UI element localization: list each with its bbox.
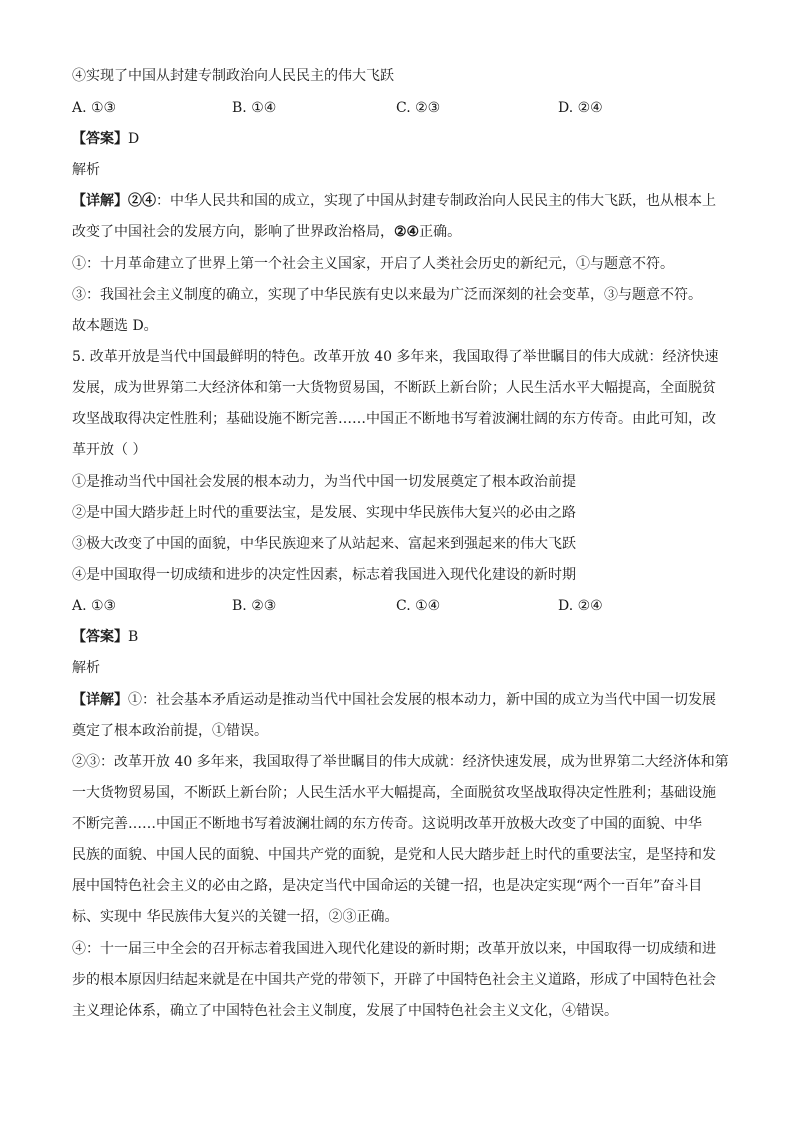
q4-conclusion: 故本题选 D。 (72, 318, 158, 334)
q4-note-3: ③：我国社会主义制度的确立，实现了中华民族有史以来最为广泛而深刻的社会变革，③与题意不符。 (72, 287, 702, 303)
q5-detail-line-2: 奠定了根本政治前提，①错误。 (72, 723, 268, 739)
q5-statement-3: ③极大改变了中国的面貌，中华民族迎来了从站起来、富起来到强起来的伟大飞跃 (72, 536, 576, 552)
q5-option-c: C. ①④ (396, 598, 441, 614)
q5-stem-line: 5. 改革开放是当代中国最鲜明的特色。改革开放 40 多年来，我国取得了举世瞩目的伟大成就：经济快速 (72, 349, 719, 365)
q5-option-a: A. ①③ (72, 598, 117, 614)
q5-statement-2: ②是中国大踏步赶上时代的重要法宝，是发展、实现中华民族伟大复兴的必由之路 (72, 505, 576, 521)
detail-tag: 【详解】 (72, 193, 128, 209)
q4-detail-line-2 (72, 222, 732, 242)
q4-analysis-label: 解析 (72, 162, 100, 178)
q4-option-b: B. ①④ (232, 100, 277, 116)
answer-value: D (128, 131, 140, 147)
q5-para4-line: ④：十一届三中全会的召开标志着我国进入现代化建设的新时期；改革开放以来，中国取得一切成绩和进 (72, 941, 716, 957)
q4-option-a: A. ①③ (72, 100, 117, 116)
q4-option-d: D. ②④ (558, 100, 603, 116)
detail-tag: 【详解】 (72, 692, 128, 708)
q4-note-1: ①：十月革命建立了世界上第一个社会主义国家，开启了人类社会历史的新纪元，①与题意不符。 (72, 256, 674, 272)
q5-option-d: D. ②④ (558, 598, 603, 614)
detail-text: 改变了中国社会的发展方向，影响了世界政治格局， (72, 224, 394, 240)
q5-stem-line: 发展，成为世界第二大经济体和第一大货物贸易国，不断跃上新台阶；人民生活水平大幅提高，全面脱贫 (72, 380, 716, 396)
q5-para23-line: 民族的面貌、中国人民的面貌、中国共产党的面貌，是党和人民大踏步赶上时代的重要法宝，是坚持和发 (72, 847, 716, 863)
answer-tag: 【答案】 (72, 629, 128, 645)
q5-stem-line: 攻坚战取得决定性胜利；基础设施不断完善……中国正不断地书写着波澜壮阔的东方传奇。由此可知，改 (72, 411, 716, 427)
q5-para23-line: ②③：改革开放 40 多年来，我国取得了举世瞩目的伟大成就：经济快速发展，成为世界第二大经济体和第 (72, 754, 729, 770)
detail-text: ：中华人民共和国的成立，实现了中国从封建专制政治向人民民主的伟大飞跃，也从根本上 (156, 193, 716, 209)
answer-tag: 【答案】 (72, 131, 128, 147)
q4-detail-line-1 (72, 191, 732, 211)
answer-value: B (128, 629, 139, 645)
detail-emphasis: ②④ (128, 193, 156, 209)
q5-answer (72, 627, 732, 647)
q4-answer (72, 129, 732, 149)
q5-statement-4: ④是中国取得一切成绩和进步的决定性因素，标志着我国进入现代化建设的新时期 (72, 567, 576, 583)
detail-text: ①：社会基本矛盾运动是推动当代中国社会发展的根本动力，新中国的成立为当代中国一切发展 (128, 692, 716, 708)
q5-para23-line: 标、实现中 华民族伟大复兴的关键一招，②③正确。 (72, 909, 399, 925)
q5-para23-line: 一大货物贸易国，不断跃上新台阶；人民生活水平大幅提高，全面脱贫攻坚战取得决定性胜利；基础设施 (72, 785, 716, 801)
q5-para23-line: 不断完善……中国正不断地书写着波澜壮阔的东方传奇。这说明改革开放极大改变了中国的面貌、中华 (72, 816, 702, 832)
detail-text: 正确。 (419, 224, 462, 240)
q5-statement-1: ①是推动当代中国社会发展的根本动力，为当代中国一切发展奠定了根本政治前提 (72, 474, 576, 490)
q5-para23-line: 展中国特色社会主义的必由之路，是决定当代中国命运的关键一招，也是决定实现“两个一百年”奋斗目 (72, 878, 703, 894)
q5-para4-line: 主义理论体系，确立了中国特色社会主义制度，发展了中国特色社会主义文化，④错误。 (72, 1003, 618, 1019)
q5-para4-line: 步的根本原因归结起来就是在中国共产党的带领下，开辟了中国特色社会主义道路，形成了中国特色社会 (72, 972, 716, 988)
q5-detail-line-1 (72, 690, 732, 710)
q4-statement-4: ④实现了中国从封建专制政治向人民民主的伟大飞跃 (72, 68, 394, 84)
q5-analysis-label: 解析 (72, 660, 100, 676)
q5-option-b: B. ②③ (232, 598, 277, 614)
detail-emphasis: ②④ (394, 224, 420, 240)
q4-option-c: C. ②③ (396, 100, 441, 116)
q5-stem-line: 革开放（ ） (72, 442, 147, 458)
